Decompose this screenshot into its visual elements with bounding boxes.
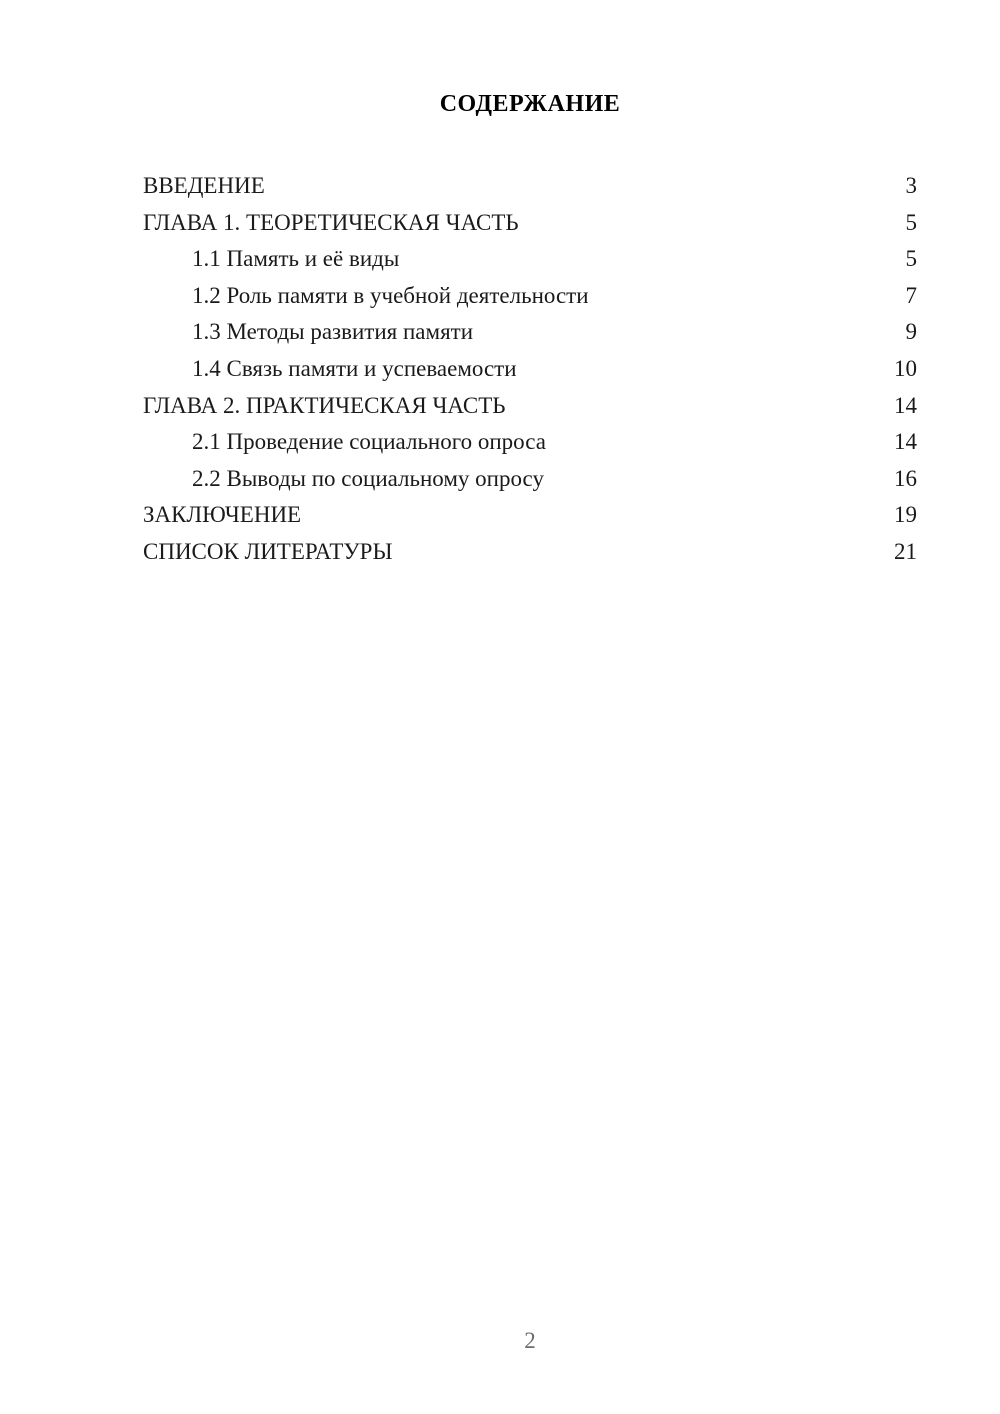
toc-entry-page-number: 14 <box>894 392 917 418</box>
toc-entry-label: СПИСОК ЛИТЕРАТУРЫ <box>143 538 393 564</box>
toc-entry-label: 1.1 Память и её виды <box>192 246 400 272</box>
toc-entry-page-number: 7 <box>905 282 917 308</box>
toc-entry-label: ВВЕДЕНИЕ <box>143 173 265 198</box>
toc-entry-page-number: 14 <box>894 429 917 455</box>
toc-entry <box>143 168 917 205</box>
toc-entry-page-number: 10 <box>894 355 917 381</box>
table-of-contents <box>143 168 917 571</box>
toc-entry-label: 1.3 Методы развития памяти <box>192 319 474 345</box>
toc-entry-page-number: 3 <box>905 173 917 198</box>
toc-entry-page-number: 5 <box>905 246 917 272</box>
toc-entry-label: ГЛАВА 2. ПРАКТИЧЕСКАЯ ЧАСТЬ <box>143 392 506 418</box>
toc-entry <box>143 205 917 242</box>
footer-page-number: 2 <box>524 1328 536 1353</box>
toc-entry <box>143 351 917 388</box>
toc-entry-page-number: 9 <box>905 319 917 345</box>
page-title: СОДЕРЖАНИЕ <box>439 91 621 117</box>
toc-entry <box>143 497 917 534</box>
toc-entry-label: 2.1 Проведение социального опроса <box>192 429 546 455</box>
toc-entry <box>143 314 917 351</box>
toc-entry <box>143 424 917 461</box>
toc-entry-label: ГЛАВА 1. ТЕОРЕТИЧЕСКАЯ ЧАСТЬ <box>143 209 519 235</box>
toc-entry <box>143 534 917 571</box>
toc-entry <box>143 461 917 498</box>
toc-entry-page-number: 21 <box>894 538 917 564</box>
toc-entry <box>143 241 917 278</box>
toc-entry <box>143 278 917 315</box>
toc-entry <box>143 388 917 425</box>
toc-entry-label: ЗАКЛЮЧЕНИЕ <box>143 502 302 528</box>
toc-entry-label: 1.4 Связь памяти и успеваемости <box>192 355 517 381</box>
toc-entry-page-number: 16 <box>894 465 917 491</box>
toc-entry-label: 2.2 Выводы по социальному опросу <box>192 465 544 491</box>
toc-entry-page-number: 19 <box>894 502 917 528</box>
toc-entry-page-number: 5 <box>905 209 917 235</box>
toc-entry-label: 1.2 Роль памяти в учебной деятельности <box>192 282 589 308</box>
